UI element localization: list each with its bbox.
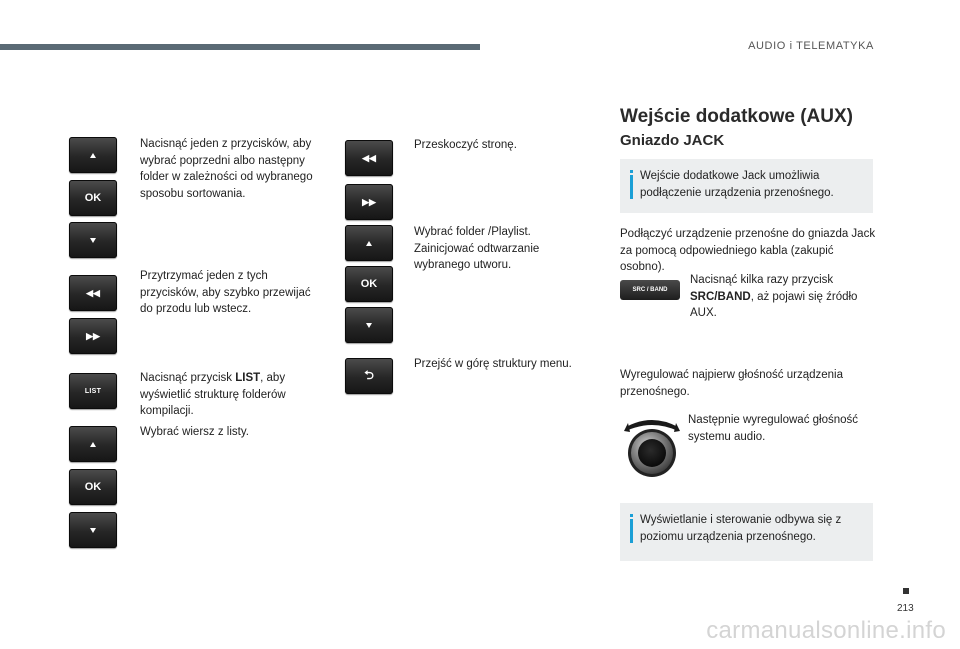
ok-button[interactable] [69, 180, 117, 216]
up-button[interactable] [69, 137, 117, 173]
text-run: , aby wyświetlić strukturę folderów kompilacji. [140, 372, 286, 417]
col1-paragraph-1: Nacisnąć jeden z przycisków, aby wybrać poprzedni albo następny folder w zależności od wybranego sposobu sortowania. [140, 138, 313, 200]
up-button-2[interactable] [69, 426, 117, 462]
col1-paragraph-3 [140, 370, 310, 420]
col3-paragraph-4: Następnie wyregulować głośność systemu audio. [688, 414, 859, 443]
page-forward-button[interactable] [345, 184, 393, 220]
text-run: Nacisnąć przycisk [140, 372, 236, 384]
arrow-up-icon [366, 241, 372, 246]
col2-paragraph-2: Wybrać folder /Playlist. Zainicjować odtwarzanie wybranego utworu. [414, 226, 540, 271]
arrow-up-icon [90, 442, 96, 447]
down-button-3[interactable] [345, 307, 393, 343]
info-note-1-text: Wejście dodatkowe Jack umożliwia podłączenie urządzenia przenośnego. [640, 170, 834, 199]
text-bold: LIST [235, 372, 261, 384]
up-button-3[interactable] [345, 225, 393, 261]
section-title: AUDIO i TELEMATYKA [748, 40, 874, 52]
col2-paragraph-3: Przejść w górę struktury menu. [414, 358, 572, 370]
ok-label: OK [84, 481, 102, 493]
page-marker [903, 588, 909, 594]
ok-button-3[interactable] [345, 266, 393, 302]
info-icon-bar [630, 519, 633, 543]
info-note-1 [620, 159, 873, 213]
info-icon-bar [630, 175, 633, 199]
arrow-down-icon [366, 323, 372, 328]
info-note-2 [620, 503, 873, 561]
header-bar [0, 44, 480, 50]
ok-label: OK [84, 192, 102, 204]
col3-paragraph-3: Wyregulować najpierw głośność urządzenia przenośnego. [620, 369, 843, 398]
info-icon [630, 170, 633, 173]
col3-paragraph-1: Podłączyć urządzenie przenośne do gniazda Jack za pomocą odpowiedniego kabla (zakupić osobno). [620, 228, 876, 273]
back-button[interactable] [345, 358, 393, 394]
page-rewind-button[interactable] [345, 140, 393, 176]
fast-forward-button[interactable] [69, 318, 117, 354]
page-number: 213 [897, 603, 914, 614]
section-heading: Wejście dodatkowe (AUX) [620, 106, 853, 127]
ok-label: OK [360, 278, 378, 290]
rewind-icon: ◀◀ [362, 152, 376, 163]
src-band-label: SRC / BAND [632, 287, 668, 293]
src-band-button[interactable] [620, 280, 680, 300]
return-icon: ⮌ [364, 367, 374, 382]
list-label: LIST [84, 387, 102, 395]
text-run: Nacisnąć kilka razy przycisk [690, 274, 834, 286]
list-button[interactable] [69, 373, 117, 409]
down-button[interactable] [69, 222, 117, 258]
fast-forward-icon: ▶▶ [86, 330, 100, 341]
watermark: carmanualsonline.info [706, 617, 946, 644]
col2-paragraph-1: Przeskoczyć stronę. [414, 139, 517, 151]
arrow-down-icon [90, 528, 96, 533]
col1-paragraph-2: Przytrzymać jeden z tych przycisków, aby szybko przewijać do przodu lub wstecz. [140, 270, 311, 315]
col1-paragraph-4: Wybrać wiersz z listy. [140, 426, 249, 438]
text-run: , aż pojawi się źródło AUX. [690, 290, 858, 319]
col3-paragraph-2 [690, 272, 880, 322]
down-button-2[interactable] [69, 512, 117, 548]
section-subheading: Gniazdo JACK [620, 132, 725, 149]
fast-forward-icon: ▶▶ [362, 196, 376, 207]
info-icon [630, 514, 633, 517]
rewind-icon: ◀◀ [86, 287, 100, 298]
arrow-down-icon [90, 238, 96, 243]
arrow-up-icon [90, 153, 96, 158]
ok-button-2[interactable] [69, 469, 117, 505]
rewind-button[interactable] [69, 275, 117, 311]
text-bold: SRC/BAND [690, 290, 751, 303]
volume-knob-icon[interactable] [620, 411, 684, 479]
info-note-2-text: Wyświetlanie i sterowanie odbywa się z poziomu urządzenia przenośnego. [640, 514, 842, 543]
